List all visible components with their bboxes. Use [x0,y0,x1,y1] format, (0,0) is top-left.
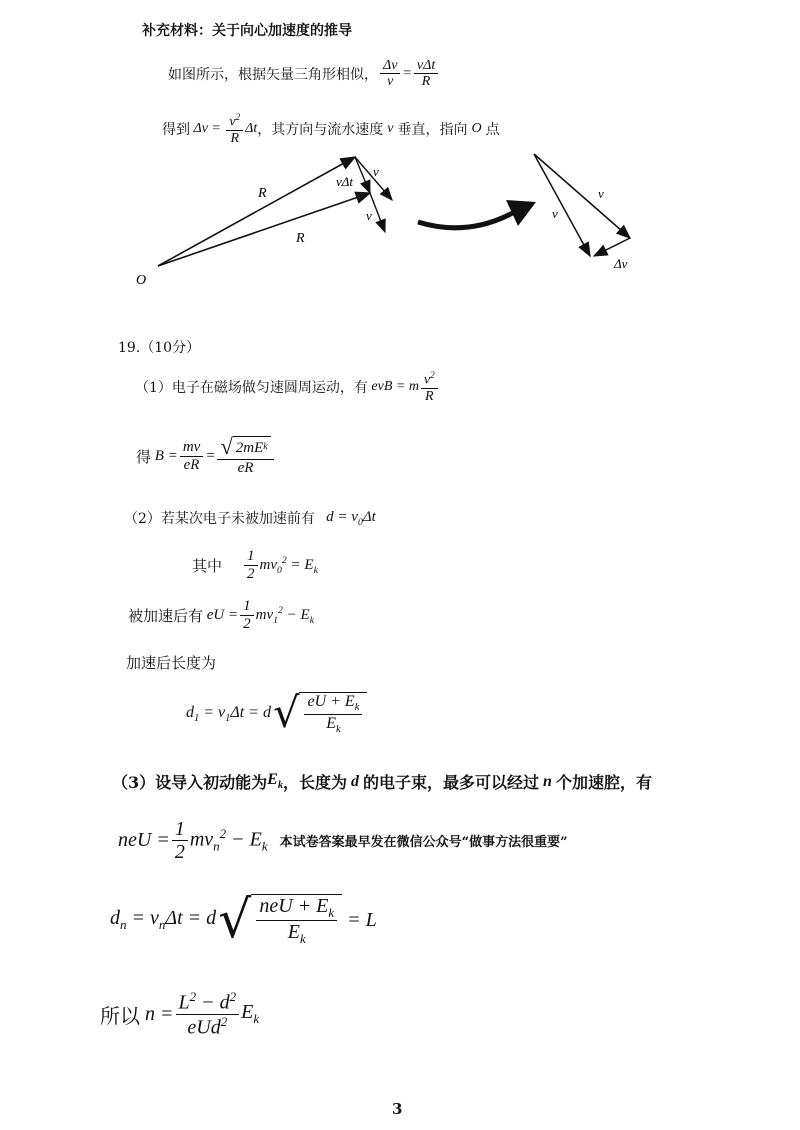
conclusion-formula: 所以 n = $\frac{L^2 - d^2}{eUd^2}$ $E_k$ [100,989,260,1039]
frac-v2-over-R-part1: $\frac{v^2}{R}$ [421,370,438,404]
d1-formula: $d_1 = v_1\Delta t = d$ √ $\frac{eU + E_k}{E_k}$ [186,692,367,735]
similarity-text: 如图所示，根据矢量三角形相似， [168,66,378,83]
triangle-velocity-2 [534,154,590,256]
part2-text: （2）若某次电子未被加速前有 [124,511,315,527]
arc-vdt-vector [355,157,370,193]
after-accel-line: 被加速后有 eU = $\frac{1}{2}$ $mv_1^2 - E_k$ [128,598,315,632]
result-line: 得到 Δv = $\frac{v^2}{R}$ Δt ，其方向与流水速度 v 垂直，指向 O 点 [162,112,500,147]
b-result-line: 得 B = $\frac{mv}{eR}$ = √ 2mE k eR [136,436,276,476]
result-prefix: 得到 [162,122,190,139]
frac-dv-over-v: $\frac{\Delta v}{v}$ [380,58,400,90]
result-end: 垂直，指向 [397,122,468,139]
frac-sqrt2mEk-over-eR: √ 2mE k eR [217,436,273,476]
velocity-vector-bottom [370,193,385,232]
frac-mv-over-eR: $\frac{mv}{eR}$ [180,439,204,473]
similarity-line: 如图所示，根据矢量三角形相似， $\frac{\Delta v}{v}$ = $\frac{\text{vΔt}}{R}$ [168,58,440,90]
frac-v2-over-R: $\frac{v^2}{R}$ [226,112,243,146]
result-O: O [471,121,482,137]
page-number: 3 [392,1100,403,1118]
label-O: O [136,273,147,288]
supplement-title: 补充材料：关于向心加速度的推导 [142,23,352,39]
part3-text-1: （3）设导入初动能为 [112,773,268,792]
after-accel-text: 被加速后有 [128,606,204,625]
result-point: 点 [485,122,500,139]
part1-text: （1）电子在磁场做匀速圆周运动，有 [135,380,368,397]
curved-arrow-body [418,210,518,228]
neU-formula-line: neU = $\frac{1}{2}$ $mv_n^2 - E_k$ 本试卷答案最早发在微信公众号“做事方法很重要” [118,818,568,863]
radius-vector-top [158,157,355,266]
where-line: 其中 $\frac{1}{2}$ $mv_0^2 = E_k$ [192,548,318,582]
label-R-bottom: R [296,231,305,246]
label-delta-v: Δv [614,256,628,271]
part2-line: （2）若某次电子未被加速前有 $d = v_0\Delta t$ [124,508,376,528]
part3-text-3: 的电子束，最多可以经过 [363,773,540,792]
part1-line: （1）电子在磁场做匀速圆周运动，有 evB = m $\frac{v^2}{R}$ [135,370,440,404]
label-R-top: R [258,186,267,201]
part3-text-4: 个加速腔，有 [555,773,652,792]
label-v-right1: v [598,186,604,201]
part3-text-2: ，长度为 [283,773,348,792]
question-header: 19.（10分） [118,340,201,356]
label-v-top: v [373,164,379,179]
vector-triangle-figure [0,140,800,300]
triangle-delta-v [594,238,630,256]
watermark-text: 本试卷答案最早发在微信公众号“做事方法很重要” [279,835,568,850]
b-result-prefix: 得 [136,447,152,466]
dn-formula: $d_n = v_n\Delta t = d$ √ $\frac{neU + E_k}{E_k}$ = L [110,890,377,950]
part3-line: （3）设导入初动能为 $E_k$ ，长度为 d 的电子束，最多可以经过 n 个加速腔，有 [112,771,652,792]
label-vdt: vΔt [336,174,354,189]
triangle-velocity-1 [534,154,630,238]
label-v-bottom: v [366,208,372,223]
where-text: 其中 [192,556,223,575]
label-v-right2: v [552,206,558,221]
radius-vector-bottom [158,193,370,266]
length-after-text: 加速后长度为 [126,654,217,672]
frac-vdt-over-R: $\frac{\text{vΔt}}{R}$ [414,58,438,90]
result-v: v [387,121,394,137]
conclusion-text: 所以 [100,1003,140,1028]
result-suffix: ，其方向与流水速度 [257,122,384,139]
